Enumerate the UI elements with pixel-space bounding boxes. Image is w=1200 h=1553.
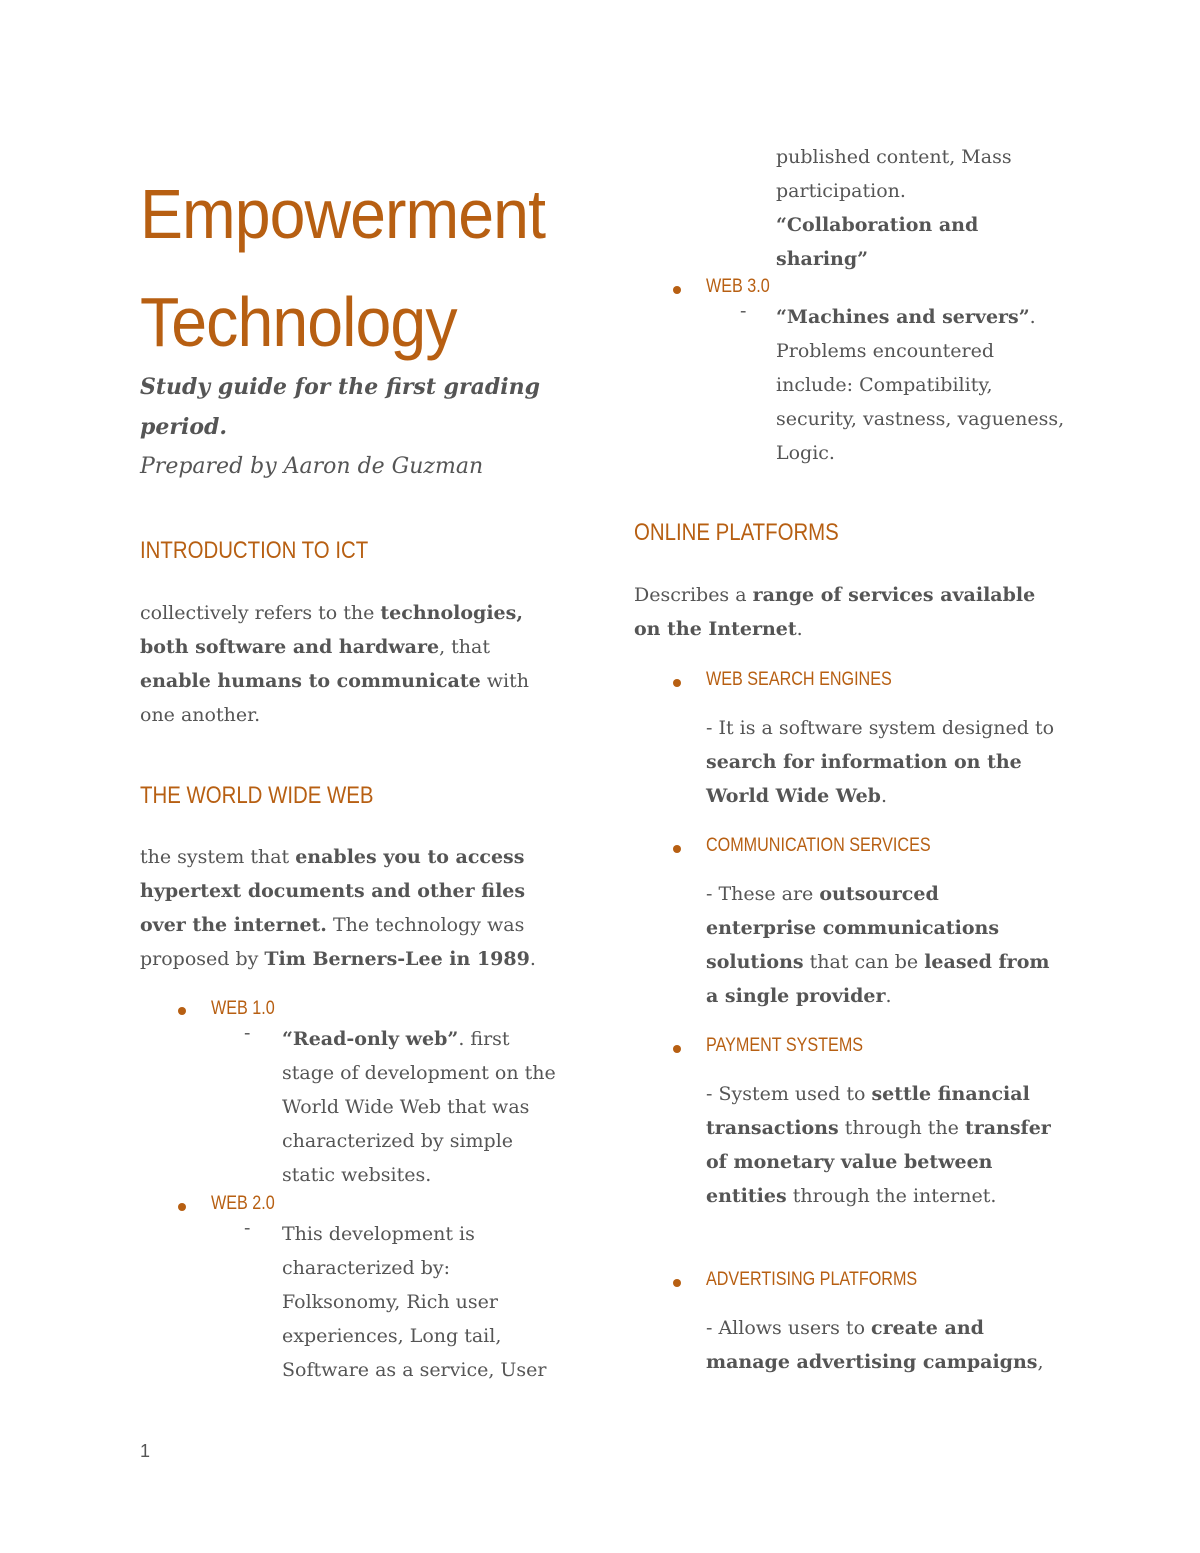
dash-marker: -	[244, 1022, 251, 1044]
communication-services-description: - These are outsourced enterprise communications solutions that can be leased from a single provider.	[706, 883, 1050, 1007]
web2-label: WEB 2.0	[211, 1193, 275, 1214]
web2-description-part2: published content, Mass participation. “Collaboration and sharing”	[776, 146, 1012, 270]
web1-label: WEB 1.0	[211, 998, 275, 1019]
bullet-icon	[178, 1203, 186, 1211]
document-title: Empowerment Technology	[140, 175, 546, 361]
bullet-icon	[673, 286, 681, 294]
dash-marker: -	[740, 300, 747, 322]
author-line: Prepared by Aaron de Guzman	[140, 454, 484, 479]
subtitle	[140, 367, 580, 487]
heading-www: THE WORLD WIDE WEB	[140, 782, 374, 809]
payment-systems-description: - System used to settle financial transactions through the transfer of monetary value between entities through the internet.	[706, 1083, 1051, 1207]
online-paragraph: Describes a range of services available on the Internet.	[634, 584, 1036, 640]
search-engines-description: - It is a software system designed to search for information on the World Wide Web.	[706, 717, 1055, 807]
web3-description: “Machines and servers”. Problems encountered include: Compatibility, security, vastness, vagueness, Logic.	[776, 306, 1065, 464]
heading-online-platforms: ONLINE PLATFORMS	[634, 519, 839, 546]
subtitle-line: Study guide for the first grading period.	[140, 374, 540, 440]
communication-services-label: COMMUNICATION SERVICES	[706, 835, 931, 856]
www-paragraph: the system that enables you to access hypertext documents and other files over the internet. The technology was proposed by Tim Berners-Lee in 1989.	[140, 846, 536, 970]
search-engines-label: WEB SEARCH ENGINES	[706, 669, 892, 690]
intro-paragraph: collectively refers to the technologies, both software and hardware, that enable humans to communicate with one another.	[140, 602, 529, 726]
bullet-icon	[178, 1007, 186, 1015]
bullet-icon	[673, 845, 681, 853]
dash-marker: -	[244, 1217, 251, 1239]
web3-label: WEB 3.0	[706, 276, 770, 297]
bullet-icon	[673, 1045, 681, 1053]
bullet-icon	[673, 679, 681, 687]
payment-systems-label: PAYMENT SYSTEMS	[706, 1035, 864, 1056]
advertising-platforms-description: - Allows users to create and manage advertising campaigns,	[706, 1317, 1044, 1373]
web1-description: “Read-only web”. first stage of development on the World Wide Web that was characterized by simple static websites.	[282, 1028, 556, 1186]
web2-description-part1: This development is characterized by: Folksonomy, Rich user experiences, Long tail, Software as a service, User	[282, 1223, 547, 1381]
heading-intro-ict: INTRODUCTION TO ICT	[140, 537, 369, 564]
page-number: 1	[140, 1441, 151, 1461]
advertising-platforms-label: ADVERTISING PLATFORMS	[706, 1269, 918, 1290]
bullet-icon	[673, 1279, 681, 1287]
